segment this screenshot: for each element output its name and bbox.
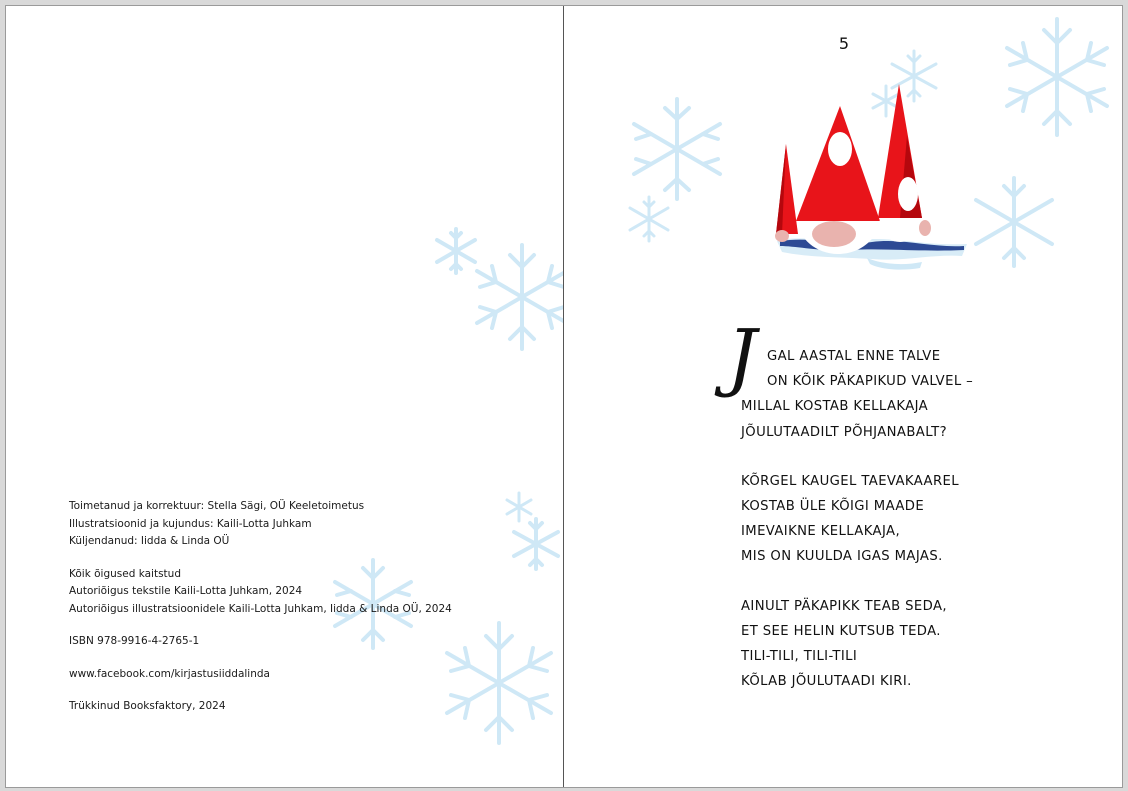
book-spread: [5, 5, 1123, 788]
credit-printer: Trükkinud Booksfaktory, 2024: [69, 700, 226, 712]
snowflake-icon: [622, 94, 732, 204]
credit-copyright-illustrations: Autoriõigus illustratsioonidele Kaili-Lotta Juhkam, Iidda & Linda OÜ, 2024: [69, 602, 452, 615]
poem-line: KÕLAB JÕULUTAADI KIRI.: [741, 674, 912, 690]
poem-line: MILLAL KOSTAB KELLAKAJA: [741, 399, 929, 415]
snowflake-icon: [624, 194, 674, 244]
page-number: 5: [838, 34, 850, 53]
snowflake-icon: [994, 14, 1120, 140]
poem-line: AINULT PÄKAPIKK TEAB SEDA,: [741, 598, 947, 614]
poem: [727, 314, 1101, 694]
poem-line: KOSTAB ÜLE KÕIGI MAADE: [741, 498, 925, 514]
poem-line: KÕRGEL KAUGEL TAEVAKAAREL: [741, 473, 959, 489]
gnome-nose-right: [919, 220, 931, 236]
poem-line: IMEVAIKNE KELLAKAJA,: [741, 524, 901, 540]
gnome-nose-left: [775, 230, 789, 242]
credit-editors: Toimetanud ja korrektuur: Stella Sägi, OÜ Keeletoimetus: [69, 500, 365, 512]
gnomes-illustration: [772, 76, 972, 286]
gnome-hat-patch: [828, 132, 852, 166]
gnome-hat-patch-right: [898, 177, 918, 211]
poem-line: GAL AASTAL ENNE TALVE: [767, 349, 941, 364]
snowflake-icon: [966, 174, 1062, 270]
right-page: [564, 6, 1122, 787]
poem-line: TILI-TILI, TILI-TILI: [741, 648, 858, 664]
gnome-nose-middle: [812, 221, 856, 247]
poem-drop-cap: J: [727, 314, 758, 400]
poem-line: MIS ON KUULDA IGAS MAJAS.: [741, 549, 943, 565]
credit-isbn: ISBN 978-9916-4-2765-1: [69, 635, 200, 647]
snowflake-icon: [466, 241, 564, 353]
imprint-credits: [69, 498, 529, 716]
poem-line: JÕULUTAADILT PÕHJANABALT?: [741, 424, 947, 440]
credit-website: www.facebook.com/kirjastusiiddalinda: [69, 667, 270, 680]
credit-copyright-text: Autoriõigus tekstile Kaili-Lotta Juhkam, 2024: [69, 585, 303, 597]
credit-layout: Küljendanud: Iidda & Linda OÜ: [69, 535, 230, 547]
credit-illustrations: Illustratsioonid ja kujundus: Kaili-Lotta Juhkam: [69, 517, 312, 530]
poem-line: ET SEE HELIN KUTSUB TEDA.: [741, 623, 941, 639]
poem-line: ON KÕIK PÄKAPIKUD VALVEL –: [767, 374, 974, 390]
credit-rights: Kõik õigused kaitstud: [69, 567, 181, 580]
left-page: [6, 6, 564, 787]
